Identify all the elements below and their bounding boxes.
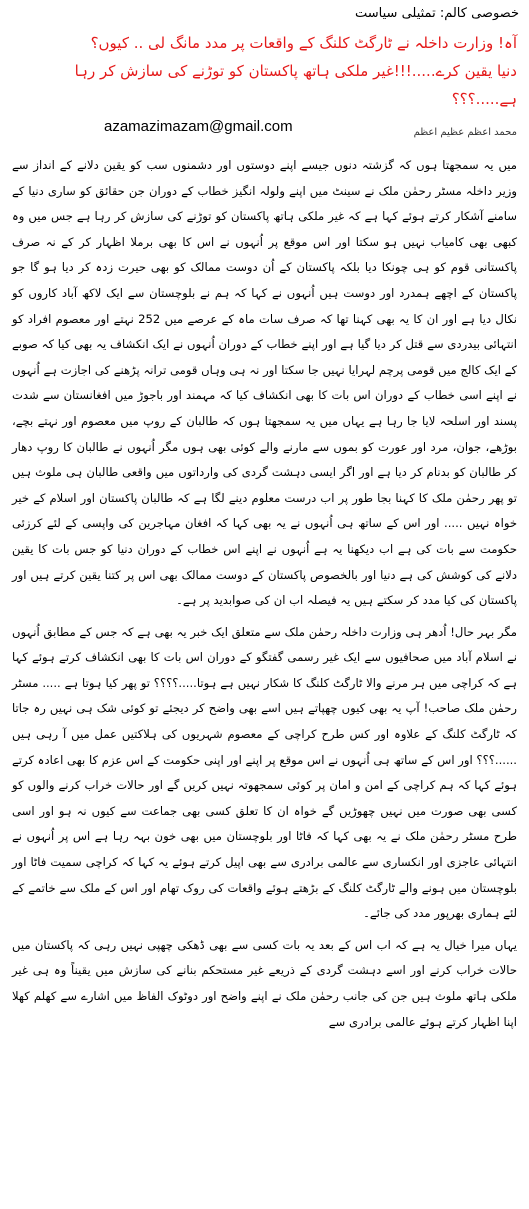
author-name: محمد اعظم عظیم اعظم [413,127,517,138]
byline [8,117,521,139]
paragraph-3: یہاں میرا خیال یہ ہے کہ اب اس کے بعد یہ بات کسی سے بھی ڈھکی چھپی نہیں رہی کہ پاکستان میں حالات خراب کرنے اور اسے دہشت گردی کے ذریعے غیر مستحکم بنانے کی سازش میں یقیناً وہ ہی غیر ملکی ہاتھ ملوث ہیں جن کی جانب رحمٰن ملک نے اپنے واضح اور دوٹوک الفاظ میں اشارے سے کھلم کھلا اپنا اظہار کرتے ہوئے عالمی برادری سے [12,937,517,1029]
author-email[interactable]: azamazimazam@gmail.com [104,118,293,135]
headline-line-1: آہ! وزارت داخلہ نے ٹارگٹ کلنگ کے واقعات پر مدد مانگ لی .. کیوں؟ [90,34,517,52]
article-body [12,153,517,1035]
column-header: خصوصی کالم: تمثیلی سیاست [355,6,519,21]
paragraph-2: مگر بہر حال! اُدھر ہی وزارت داخلہ رحمٰن ملک سے متعلق ایک خبر یہ بھی ہے کہ جس کے مطابق اُنہوں نے اسلام آباد میں صحافیوں سے ایک غیر رسمی گفتگو کے دوران اس بات کا بھی انکشاف کرتے ہوئے کہا ہے کہ کراچی میں ہر مرنے والا ٹارگٹ کلنگ کا شکار نہیں ہے ہوتا.....؟؟؟؟ تو پھر کیا ہوتا ہے ..... مسٹر رحمٰن ملک صاحب! آپ یہ بھی کیوں چھپاتے ہیں اسے بھی واضح کر دیجئے تو کوئی شک ہی نہیں رہ جاتا کہ ٹارگٹ کلنگ کے علاوہ اور کس طرح کراچی کے معصوم شہریوں کی ہلاکتیں عمل میں آ رہی ہیں ......؟؟؟ اور اس کے ساتھ ہی اُنہوں نے اس موقع پر اپنے اور اپنی حکومت کے اس عزم کا بھی اعادہ کرتے ہوئے کہا کہ ہم کراچی کے امن و امان پر کوئی سمجھوتہ نہیں کریں گے اور حالات خراب کرنے والوں کو کسی بھی صورت میں نہیں چھوڑیں گے خواہ ان کا تعلق کسی بھی جماعت سے کیوں نہ ہو اور اسی طرح مسٹر رحمٰن ملک نے یہ بھی کہا کہ فاٹا اور بلوچستان میں بھی خون بہہ رہا ہے اس پر اُنہوں نے انتہائی عاجزی اور انکساری سے عالمی برادری سے بھی اپیل کرتے ہوئے یہ کہا کہ کراچی سمیت فاٹا اور بلوچستان میں ہونے والے ٹارگٹ کلنگ کے بڑھتے ہوئے واقعات کی روک تھام اور اس کے ملک سے خاتمے کے لئے ہماری بھرپور مدد کی جائے۔ [12,624,517,921]
headline-line-2: دنیا یقین کرے.....!!!غیر ملکی ہاتھ پاکستان کو توڑنے کی سازش کر رہا ہے.....؟؟؟ [74,62,517,108]
paragraph-1: میں یہ سمجھتا ہوں کہ گزشتہ دنوں جیسے اپنے دوستوں اور دشمنوں سب کو یقین دلانے کے انداز سے وزیر داخلہ مسٹر رحمٰن ملک نے سینٹ میں اپنے ولولہ انگیز خطاب کے دوران جن حقائق کو ساری دنیا کے سامنے آشکار کرتے ہوئے کہا ہے کہ غیر ملکی ہاتھ پاکستان کو توڑنے کی سازش کر رہا ہے جس میں وہ کبھی بھی کامیاب نہیں ہو سکتا اور اس موقع پر اُنہوں نے اس کا بھی برملا اظہار کر کے نہ صرف پاکستانی قوم کو ہی چونکا دیا بلکہ پاکستان کے اُن دوست ممالک کو بھی حیرت زدہ کر دیا ہو گا جو پاکستان کے اچھے ہمدرد اور دوست ہیں اُنہوں نے کہا کہ ہم نے بلوچستان سے ایک لاکھ آباد کاروں کو نکال دیا ہے اور ان کا یہ بھی کہنا تھا کہ صرف سات ماہ کے عرصے میں 252 نہتے اور معصوم افراد کو انتہائی بیدردی سے قتل کر دیا گیا ہے اور اپنے خطاب کے دوران اُنہوں نے ایک انکشاف یہ بھی کیا کہ صوبے کے ایک کالج میں قومی پرچم لہرایا نہیں جا سکتا اور نہ ہی وہاں قومی ترانہ پڑھنے کی اجازت ہے اُنہوں نے اپنے اسی خطاب کے دوران اس بات کا بھی انکشاف کیا کہ مہمند اور باجوڑ میں افغانستان سے شدت پسند اور اسلحہ لایا جا رہا ہے یہاں میں یہ سمجھتا ہوں کہ طالبان کے روپ میں معصوم اور نہتے بچے، بوڑھے، جوان، مرد اور عورت کو بموں سے مارنے والے کوئی بھی ہوں مگر اُنہوں نے طالبان کا روپ دھار کر طالبان کو بدنام کر دیا ہے اور اگر ایسی دہشت گردی کی وارداتوں میں واقعی طالبان ہی ملوث ہیں تو پھر رحمٰن ملک کا کہنا بجا طور پر اب درست معلوم دینے لگا ہے کہ طالبان پاکستان اور اسلام کے خیر خواہ نہیں ..... اور اس کے ساتھ ہی اُنہوں نے یہ بھی کہا کہ افغان مہاجرین کی واپسی کے لئے کرزئی حکومت سے بات کی ہے اب دیکھنا یہ ہے اُنہوں نے اپنے اس خطاب کے دوران دنیا کو جس بات کا یقین دلانے کی کوشش کی ہے دنیا اور بالخصوص پاکستان کے دوست ممالک بھی اس پر کتنا یقین کرتے ہیں اور پاکستان کی کیا مدد کر سکتے ہیں یہ فیصلہ اب ان کی صوابدید پر ہے۔ [12,158,517,608]
